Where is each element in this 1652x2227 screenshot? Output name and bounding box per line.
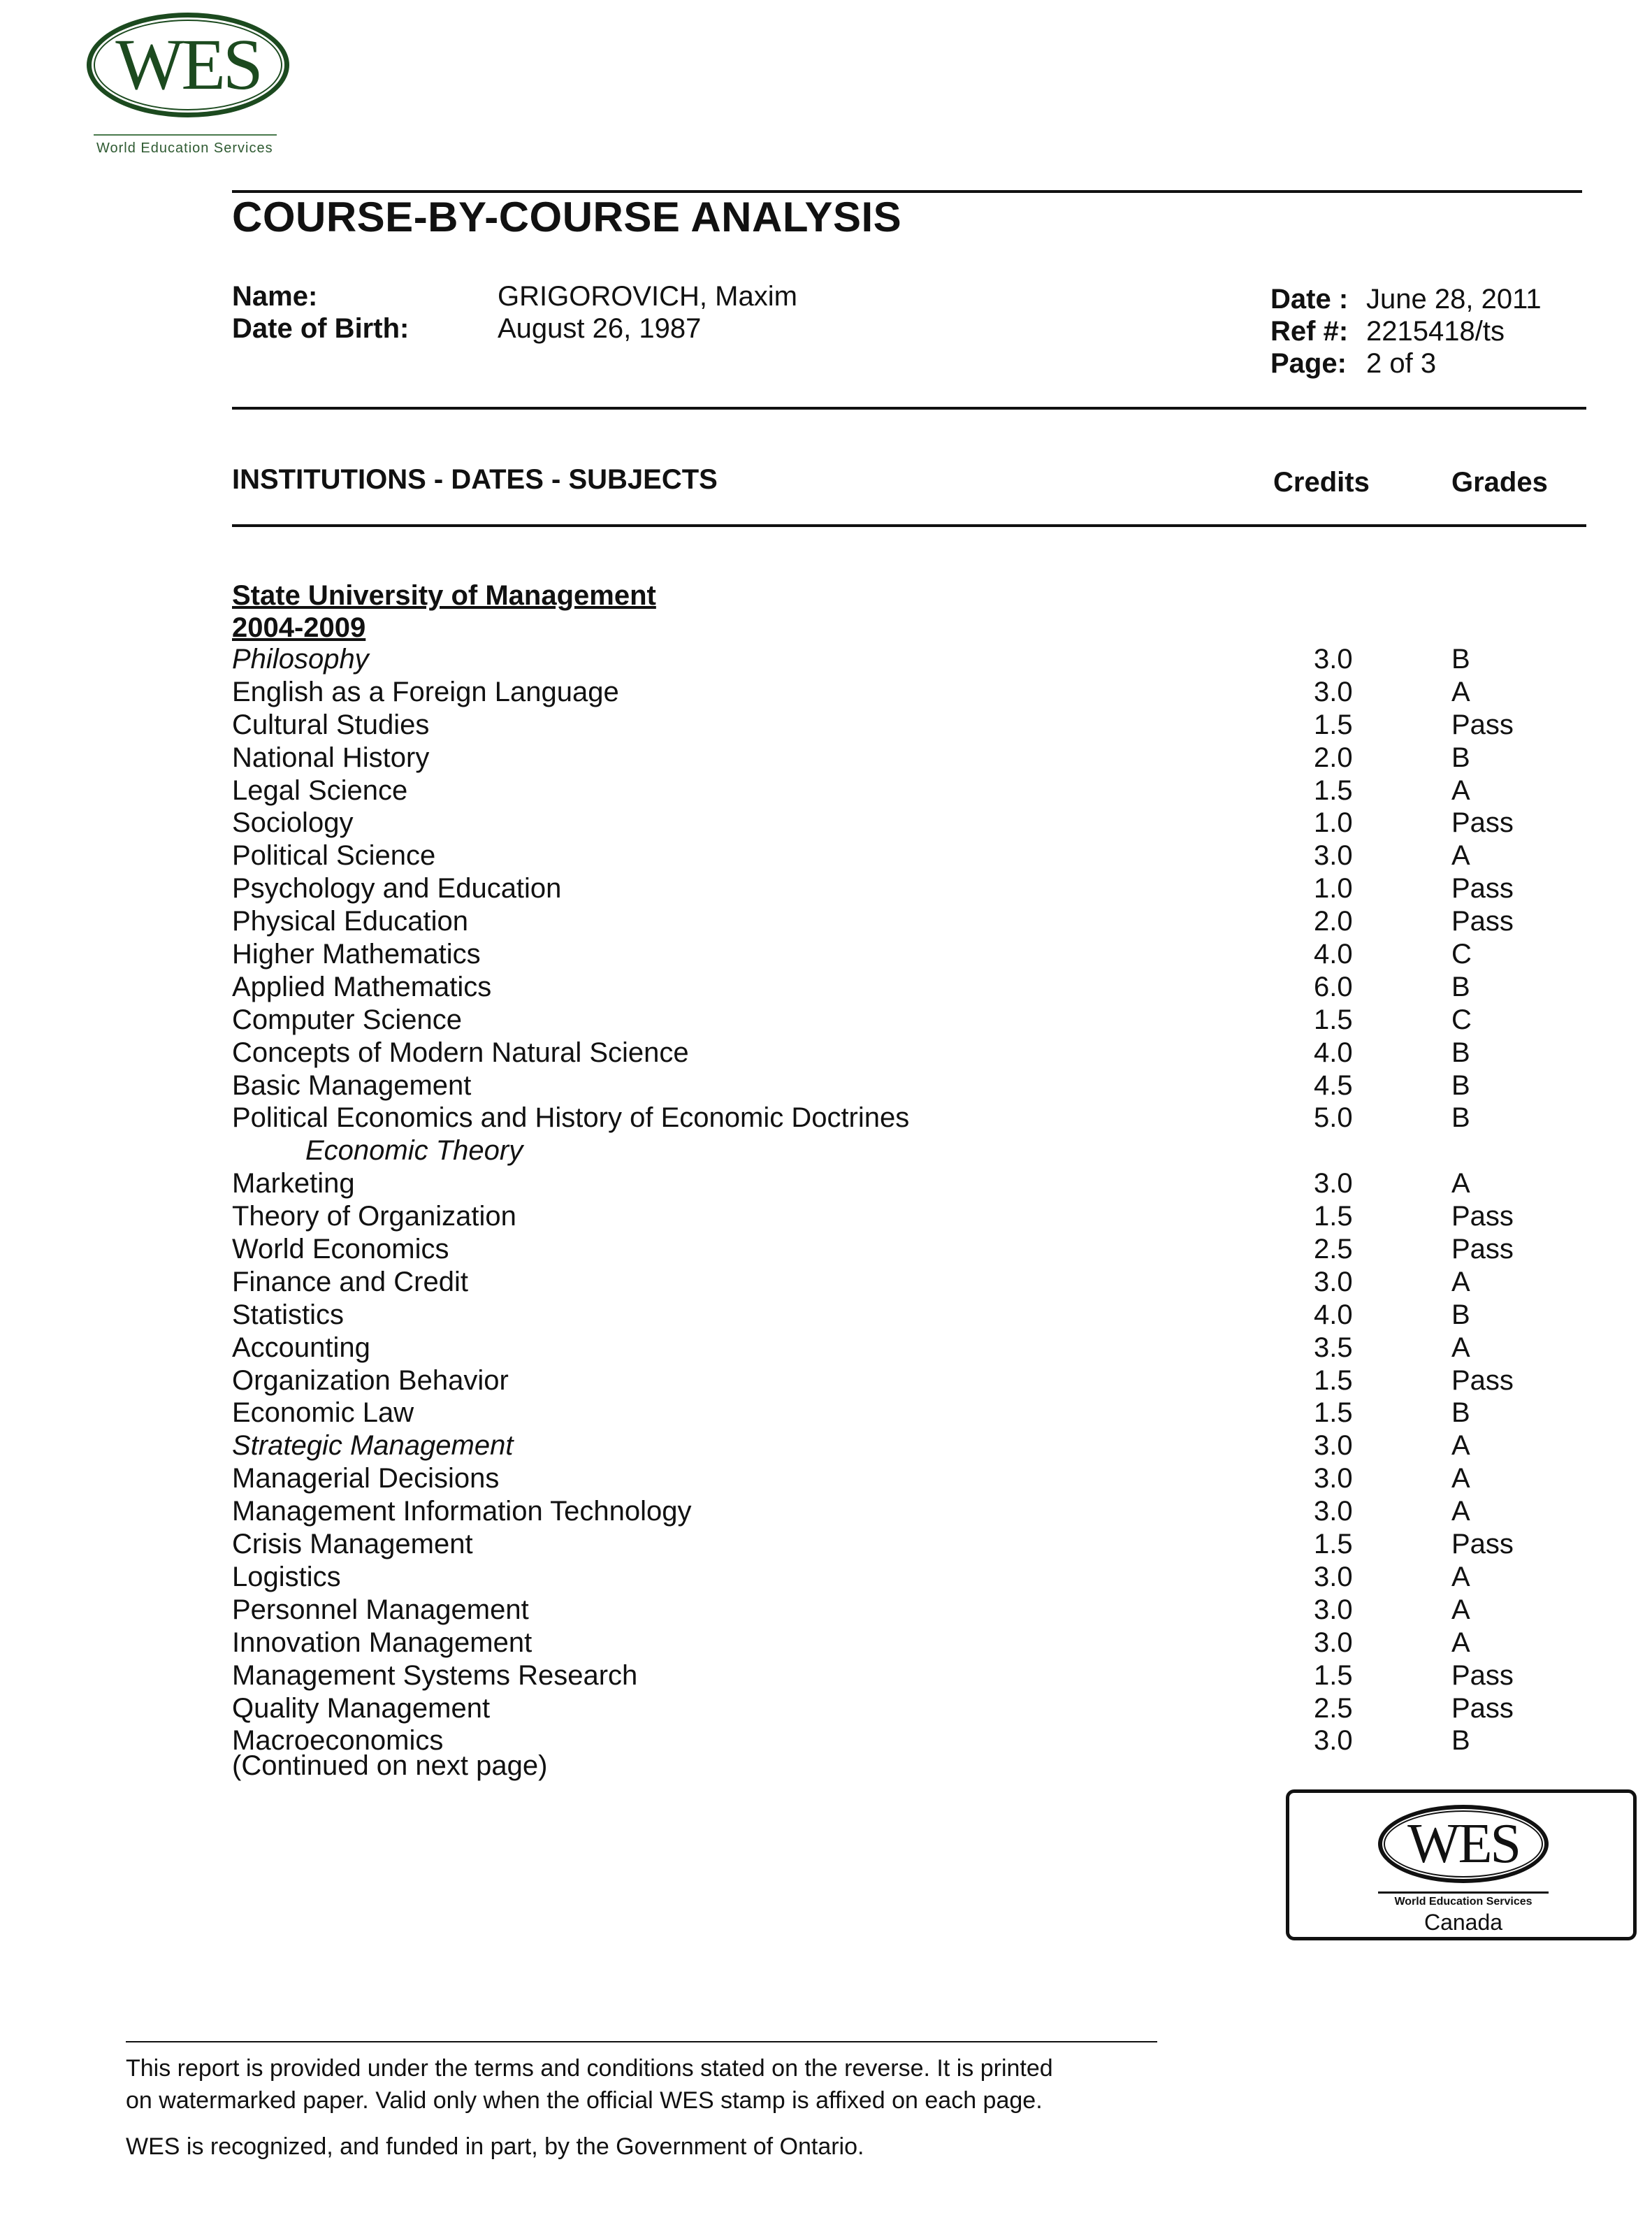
course-row xyxy=(0,1397,1652,1429)
course-subject: National History xyxy=(232,742,430,773)
course-credits: 4.0 xyxy=(1314,1037,1353,1068)
course-row xyxy=(0,971,1652,1004)
course-subject: Logistics xyxy=(232,1561,341,1592)
course-subject: Management Information Technology xyxy=(232,1496,692,1527)
course-grade: Pass xyxy=(1451,1201,1514,1232)
course-grade: Pass xyxy=(1451,1659,1514,1691)
course-row xyxy=(0,1528,1652,1561)
course-row xyxy=(0,1495,1652,1528)
course-grade: Pass xyxy=(1451,873,1514,905)
name-value: GRIGOROVICH, Maxim xyxy=(498,281,797,312)
course-subject: Organization Behavior xyxy=(232,1364,509,1396)
course-row xyxy=(0,905,1652,938)
course-grade: A xyxy=(1451,1496,1470,1527)
course-subject: Political Economics and History of Economic Doctrines xyxy=(232,1102,910,1134)
course-row xyxy=(0,1233,1652,1266)
stamp-subtitle: World Education Services xyxy=(1394,1896,1533,1908)
course-credits: 3.0 xyxy=(1314,1496,1353,1527)
header-rule xyxy=(232,407,1586,410)
course-subject: Concepts of Modern Natural Science xyxy=(232,1037,689,1068)
dob-value: August 26, 1987 xyxy=(498,313,702,344)
course-row xyxy=(0,1561,1652,1594)
course-row xyxy=(0,1594,1652,1627)
course-credits: 4.0 xyxy=(1314,939,1353,970)
course-grade: Pass xyxy=(1451,1364,1514,1396)
course-grade: A xyxy=(1451,1561,1470,1592)
institution-name: State University of Management xyxy=(232,580,656,611)
course-row xyxy=(0,1069,1652,1102)
name-label: Name: xyxy=(232,281,318,312)
course-subject: Managerial Decisions xyxy=(232,1463,500,1494)
course-grade: A xyxy=(1451,1594,1470,1625)
course-row xyxy=(0,709,1652,742)
course-grade: B xyxy=(1451,1299,1470,1330)
course-grade: A xyxy=(1451,840,1470,872)
footer-rule xyxy=(126,2041,1157,2042)
column-header-subjects: INSTITUTIONS - DATES - SUBJECTS xyxy=(232,464,718,495)
course-subject: Physical Education xyxy=(232,906,468,937)
course-credits: 4.0 xyxy=(1314,1299,1353,1330)
course-row xyxy=(0,807,1652,839)
date-value: June 28, 2011 xyxy=(1366,284,1542,315)
course-credits: 5.0 xyxy=(1314,1102,1353,1134)
course-grade: B xyxy=(1451,742,1470,773)
course-row xyxy=(0,1167,1652,1200)
course-credits: 1.5 xyxy=(1314,774,1353,806)
course-row xyxy=(0,643,1652,676)
course-row xyxy=(0,1462,1652,1495)
course-row xyxy=(0,676,1652,709)
course-subject: Crisis Management xyxy=(232,1529,473,1560)
course-subject: English as a Foreign Language xyxy=(232,676,619,707)
course-row xyxy=(0,1627,1652,1659)
course-grade: Pass xyxy=(1451,1529,1514,1560)
course-subject: Macroeconomics xyxy=(232,1725,444,1757)
course-subject: Computer Science xyxy=(232,1004,463,1035)
dob-label: Date of Birth: xyxy=(232,313,410,344)
course-subject: Higher Mathematics xyxy=(232,939,481,970)
course-subject: Accounting xyxy=(232,1332,370,1363)
continued-note: (Continued on next page) xyxy=(232,1750,548,1781)
course-row xyxy=(0,1037,1652,1069)
course-row xyxy=(0,839,1652,872)
ref-value: 2215418/ts xyxy=(1366,316,1505,347)
course-credits: 1.5 xyxy=(1314,1004,1353,1035)
footer-terms-line-2: on watermarked paper. Valid only when the official WES stamp is affixed on each page. xyxy=(126,2087,1043,2114)
page-value: 2 of 3 xyxy=(1366,348,1437,379)
stamp-mark: WES xyxy=(1407,1812,1519,1875)
course-credits: 1.0 xyxy=(1314,873,1353,905)
course-row xyxy=(0,1134,1652,1167)
logo-divider xyxy=(94,134,277,136)
course-credits: 3.0 xyxy=(1314,1430,1353,1462)
ref-label: Ref #: xyxy=(1270,316,1349,347)
course-credits: 3.0 xyxy=(1314,1168,1353,1199)
course-credits: 1.5 xyxy=(1314,1397,1353,1429)
course-row xyxy=(0,1266,1652,1299)
course-row xyxy=(0,1299,1652,1332)
course-row xyxy=(0,872,1652,905)
course-row xyxy=(0,938,1652,971)
logo-subtitle: World Education Services xyxy=(96,140,273,156)
course-credits: 2.5 xyxy=(1314,1234,1353,1265)
course-row xyxy=(0,1200,1652,1233)
course-subject: Basic Management xyxy=(232,1069,472,1101)
course-credits: 3.0 xyxy=(1314,1594,1353,1625)
course-grade: Pass xyxy=(1451,1692,1514,1724)
course-list xyxy=(0,643,1652,1757)
course-credits: 3.5 xyxy=(1314,1332,1353,1363)
course-credits: 1.5 xyxy=(1314,1201,1353,1232)
course-subject: World Economics xyxy=(232,1234,449,1265)
course-credits: 1.0 xyxy=(1314,807,1353,839)
course-row xyxy=(0,1364,1652,1397)
course-subject: Economic Law xyxy=(232,1397,414,1429)
columns-rule xyxy=(232,524,1586,527)
course-credits: 6.0 xyxy=(1314,971,1353,1002)
course-row xyxy=(0,774,1652,807)
course-subject: Economic Theory xyxy=(305,1135,523,1167)
course-grade: C xyxy=(1451,1004,1472,1035)
course-subject: Innovation Management xyxy=(232,1627,532,1658)
course-grade: A xyxy=(1451,774,1470,806)
course-grade: B xyxy=(1451,1102,1470,1134)
course-credits: 3.0 xyxy=(1314,644,1353,675)
course-subject: Marketing xyxy=(232,1168,355,1199)
course-grade: Pass xyxy=(1451,709,1514,740)
page-title: COURSE-BY-COURSE ANALYSIS xyxy=(232,194,902,240)
course-grade: B xyxy=(1451,644,1470,675)
course-row xyxy=(0,1659,1652,1692)
course-subject: Quality Management xyxy=(232,1692,491,1724)
course-grade: A xyxy=(1451,1463,1470,1494)
course-credits: 3.0 xyxy=(1314,676,1353,707)
course-row xyxy=(0,1102,1652,1134)
stamp-divider xyxy=(1378,1891,1549,1894)
course-subject: Cultural Studies xyxy=(232,709,430,740)
column-header-credits: Credits xyxy=(1273,467,1370,498)
course-grade: B xyxy=(1451,1069,1470,1101)
course-credits: 1.5 xyxy=(1314,1659,1353,1691)
course-credits: 3.0 xyxy=(1314,1266,1353,1297)
stamp-country: Canada xyxy=(1423,1910,1503,1935)
course-credits: 2.5 xyxy=(1314,1692,1353,1724)
course-subject: Political Science xyxy=(232,840,436,872)
course-grade: B xyxy=(1451,971,1470,1002)
course-grade: A xyxy=(1451,1168,1470,1199)
course-credits: 2.0 xyxy=(1314,742,1353,773)
course-subject: Legal Science xyxy=(232,774,408,806)
course-credits: 1.5 xyxy=(1314,709,1353,740)
course-grade: Pass xyxy=(1451,1234,1514,1265)
course-grade: A xyxy=(1451,1430,1470,1462)
date-label: Date : xyxy=(1270,284,1349,315)
course-grade: A xyxy=(1451,1627,1470,1658)
footer-terms-line-1: This report is provided under the terms and conditions stated on the reverse. It is printed xyxy=(126,2055,1053,2082)
course-row xyxy=(0,1332,1652,1364)
course-credits: 3.0 xyxy=(1314,1463,1353,1494)
course-subject: Psychology and Education xyxy=(232,873,562,905)
course-subject: Philosophy xyxy=(232,644,369,675)
course-credits: 3.0 xyxy=(1314,1627,1353,1658)
course-subject: Applied Mathematics xyxy=(232,971,492,1002)
course-grade: A xyxy=(1451,1266,1470,1297)
course-subject: Statistics xyxy=(232,1299,345,1330)
course-grade: Pass xyxy=(1451,807,1514,839)
course-grade: B xyxy=(1451,1037,1470,1068)
course-grade: A xyxy=(1451,676,1470,707)
course-subject: Theory of Organization xyxy=(232,1201,516,1232)
course-credits: 3.0 xyxy=(1314,1561,1353,1592)
course-credits: 3.0 xyxy=(1314,840,1353,872)
course-subject: Sociology xyxy=(232,807,354,839)
course-credits: 3.0 xyxy=(1314,1725,1353,1757)
course-grade: C xyxy=(1451,939,1472,970)
page-label: Page: xyxy=(1270,348,1347,379)
course-grade: A xyxy=(1451,1332,1470,1363)
column-header-grades: Grades xyxy=(1451,467,1548,498)
course-credits: 2.0 xyxy=(1314,906,1353,937)
course-credits: 4.5 xyxy=(1314,1069,1353,1101)
course-subject: Strategic Management xyxy=(232,1430,514,1462)
course-subject: Management Systems Research xyxy=(232,1659,638,1691)
logo-mark: WES xyxy=(115,24,261,105)
course-subject: Personnel Management xyxy=(232,1594,529,1625)
footer-ontario: WES is recognized, and funded in part, by the Government of Ontario. xyxy=(126,2133,864,2160)
course-grade: B xyxy=(1451,1397,1470,1429)
course-row xyxy=(0,1004,1652,1037)
course-credits: 1.5 xyxy=(1314,1364,1353,1396)
course-credits: 1.5 xyxy=(1314,1529,1353,1560)
course-subject: Finance and Credit xyxy=(232,1266,468,1297)
course-row xyxy=(0,1429,1652,1462)
course-row xyxy=(0,1692,1652,1725)
institution-dates: 2004-2009 xyxy=(232,612,366,643)
course-grade: B xyxy=(1451,1725,1470,1757)
course-grade: Pass xyxy=(1451,906,1514,937)
course-row xyxy=(0,742,1652,774)
